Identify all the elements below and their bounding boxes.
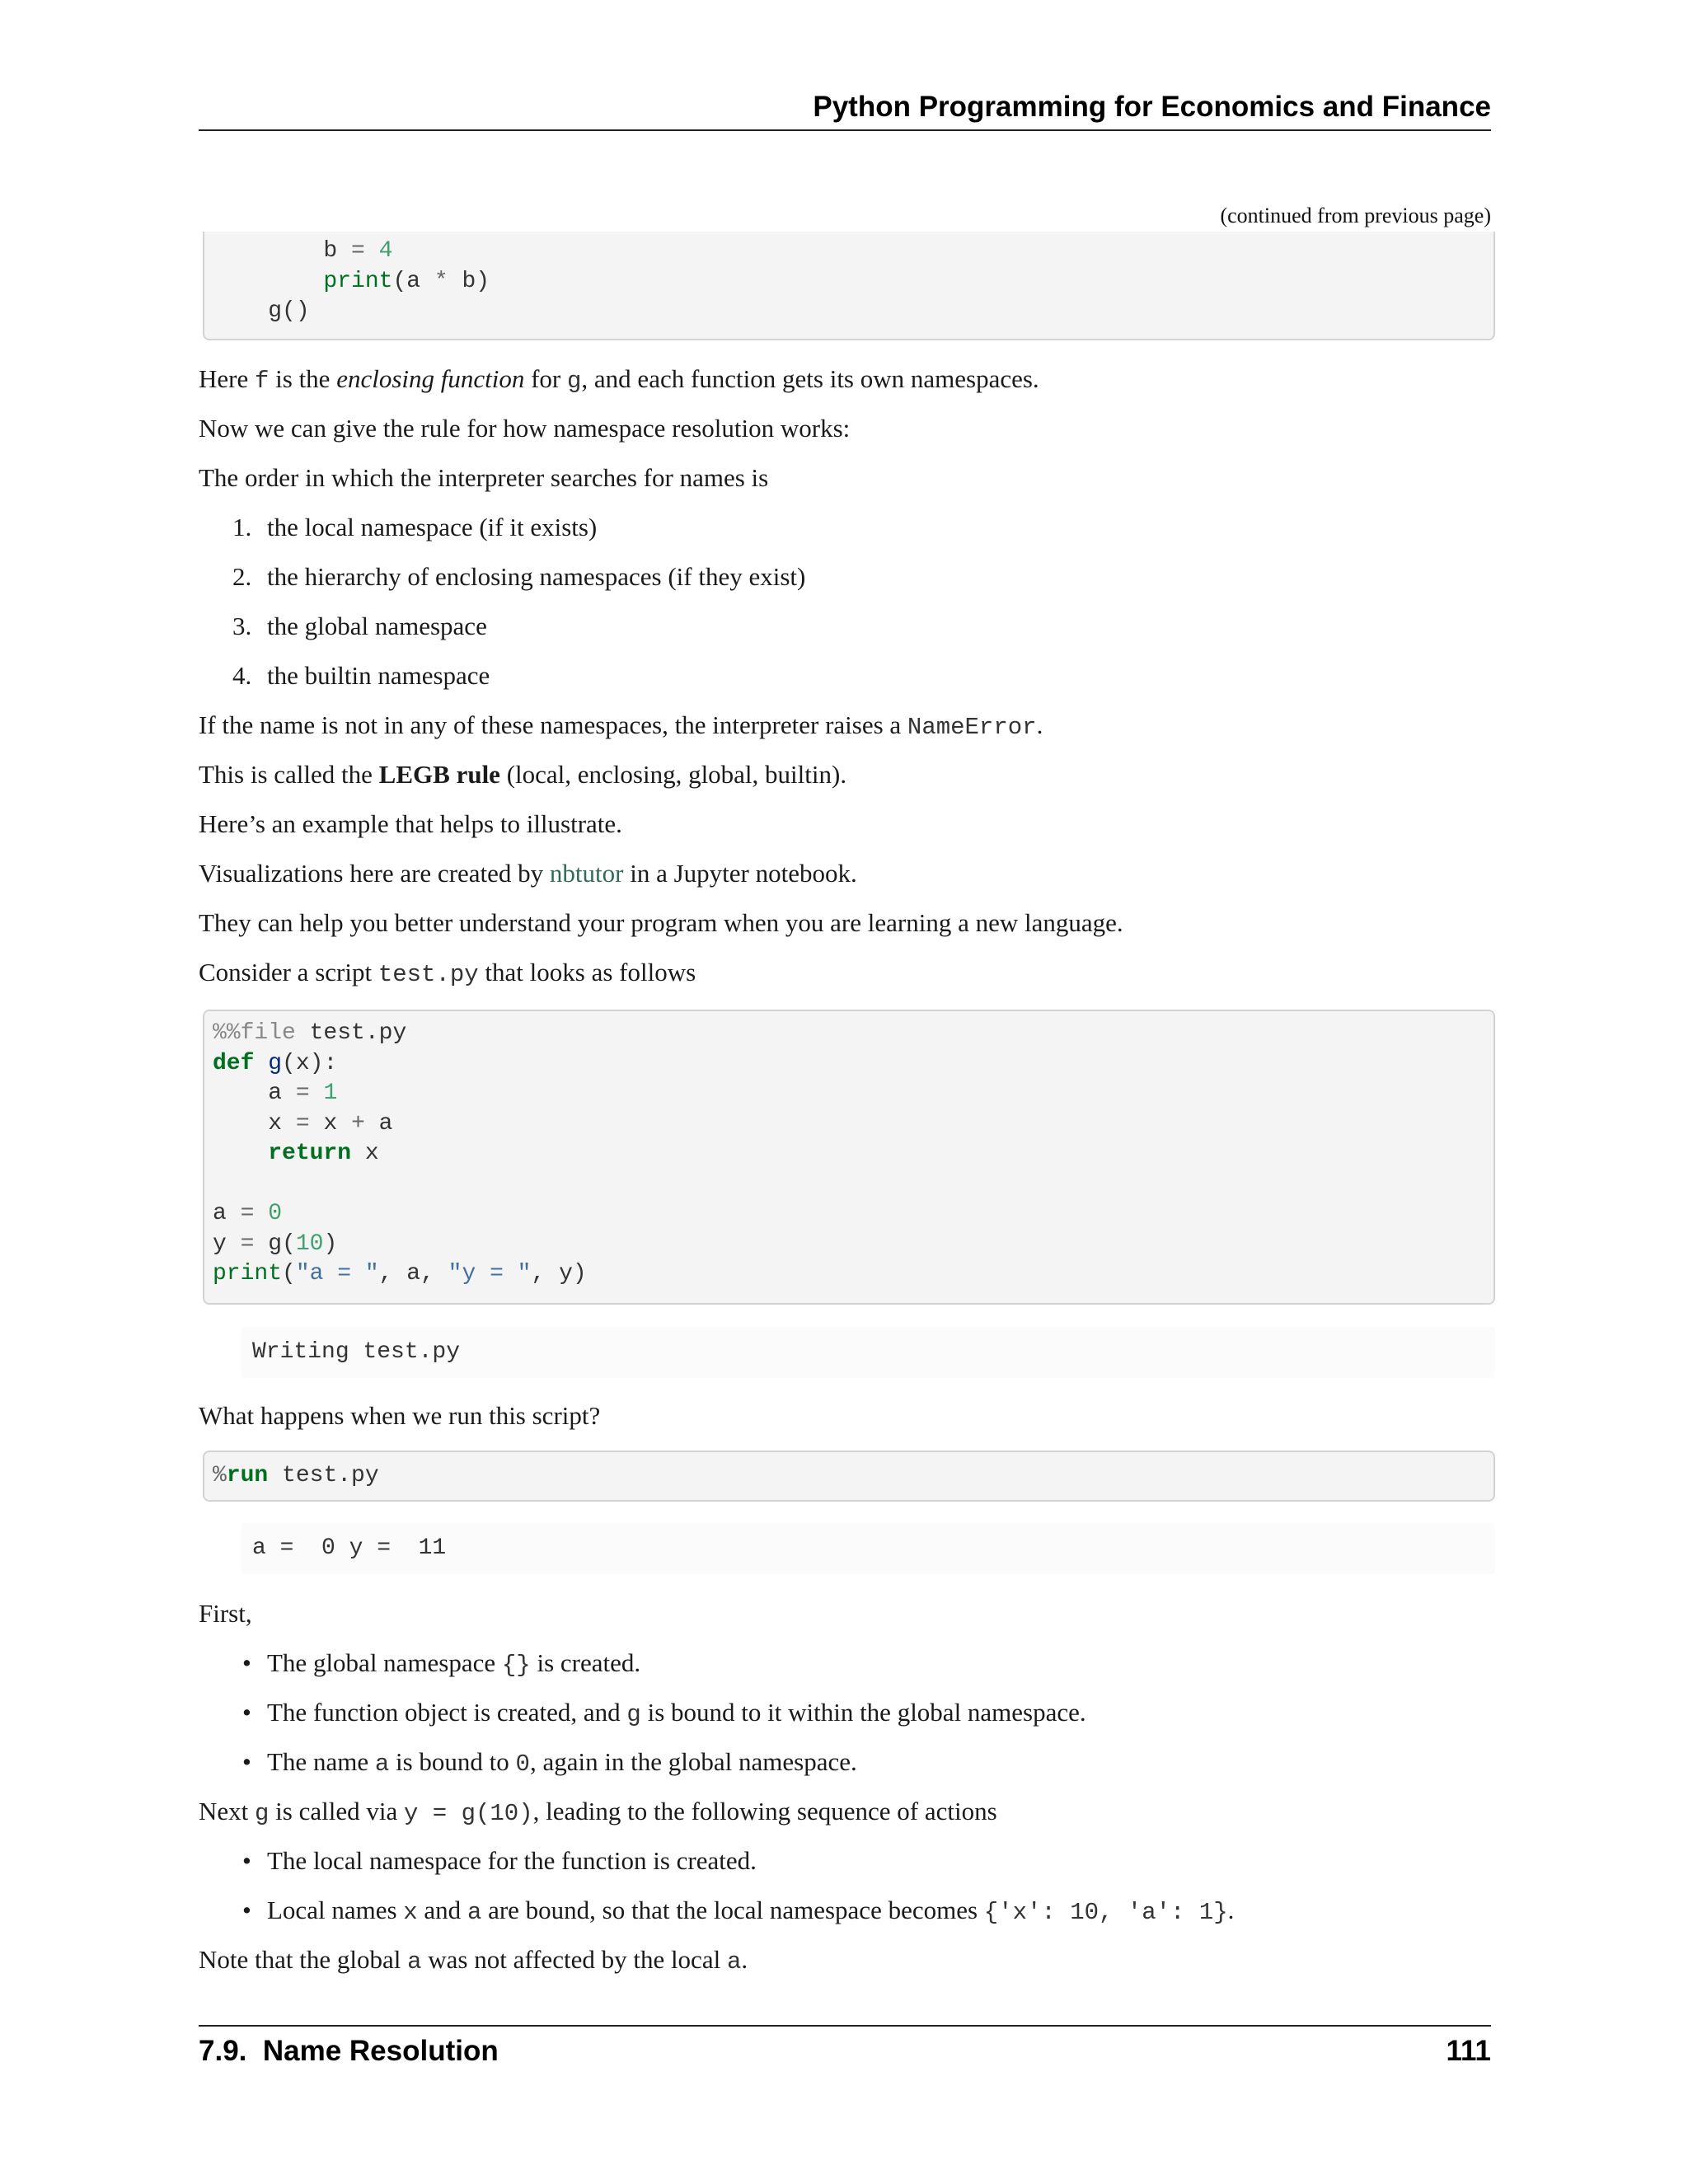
paragraph-example: Here’s an example that helps to illustrate. [199,809,622,838]
paragraph-first: First, [199,1599,252,1628]
output-writing: Writing test.py [241,1327,1495,1378]
bullet-item: • Local names x and a are bound, so that the local namespace becomes {'x': 10, 'a': 1}. [242,1896,1235,1926]
bullet-item: • The name a is bound to 0, again in the global namespace. [242,1747,857,1778]
code-block-continued[interactable]: b = 4 print(a * b) g() [203,232,1495,340]
bullet-item: • The function object is created, and g is bound to it within the global namespace. [242,1698,1086,1728]
paragraph-order: The order in which the interpreter searches for names is [199,463,769,492]
paragraph-what-happens: What happens when we run this script? [199,1401,601,1430]
ordered-list-item: 4. the builtin namespace [232,661,490,690]
running-header: Python Programming for Economics and Finance [813,91,1491,123]
footer-page-number: 111 [1446,2035,1491,2067]
continued-note: (continued from previous page) [1220,204,1491,227]
paragraph-note: Note that the global a was not affected by the local a. [199,1945,748,1975]
header-rule [199,129,1491,131]
paragraph-legb: This is called the LEGB rule (local, enclosing, global, builtin). [199,760,847,789]
bullet-item: • The global namespace {} is created. [242,1648,641,1679]
paragraph-visualizations: Visualizations here are created by nbtutor in a Jupyter notebook. [199,859,857,888]
page [199,0,1491,2184]
ordered-list-item: 2. the hierarchy of enclosing namespaces (if they exist) [232,562,806,591]
output-run: a = 0 y = 11 [241,1523,1495,1574]
footer-rule [199,2025,1491,2027]
paragraph-next: Next g is called via y = g(10), leading to the following sequence of actions [199,1797,997,1827]
ordered-list-item: 3. the global namespace [232,612,487,640]
paragraph-enclosing: Here f is the enclosing function for g, and each function gets its own namespaces. [199,364,1039,395]
nbtutor-link[interactable]: nbtutor [549,859,624,888]
footer-section-title: 7.9. Name Resolution [199,2035,499,2067]
code-block-run[interactable]: %run test.py [203,1451,1495,1502]
paragraph-help: They can help you better understand your program when you are learning a new language. [199,908,1123,937]
ordered-list-item: 1. the local namespace (if it exists) [232,513,598,541]
paragraph-consider: Consider a script test.py that looks as follows [199,958,696,988]
bullet-item: • The local namespace for the function is created. [242,1846,757,1875]
paragraph-rule-intro: Now we can give the rule for how namespace resolution works: [199,414,851,443]
code-block-test-py[interactable]: %%file test.py def g(x): a = 1 x = x + a return x a = 0 y = g(10) print("a = ", a, "y = ", y) [203,1010,1495,1305]
paragraph-nameerror: If the name is not in any of these namespaces, the interpreter raises a NameError. [199,710,1043,741]
